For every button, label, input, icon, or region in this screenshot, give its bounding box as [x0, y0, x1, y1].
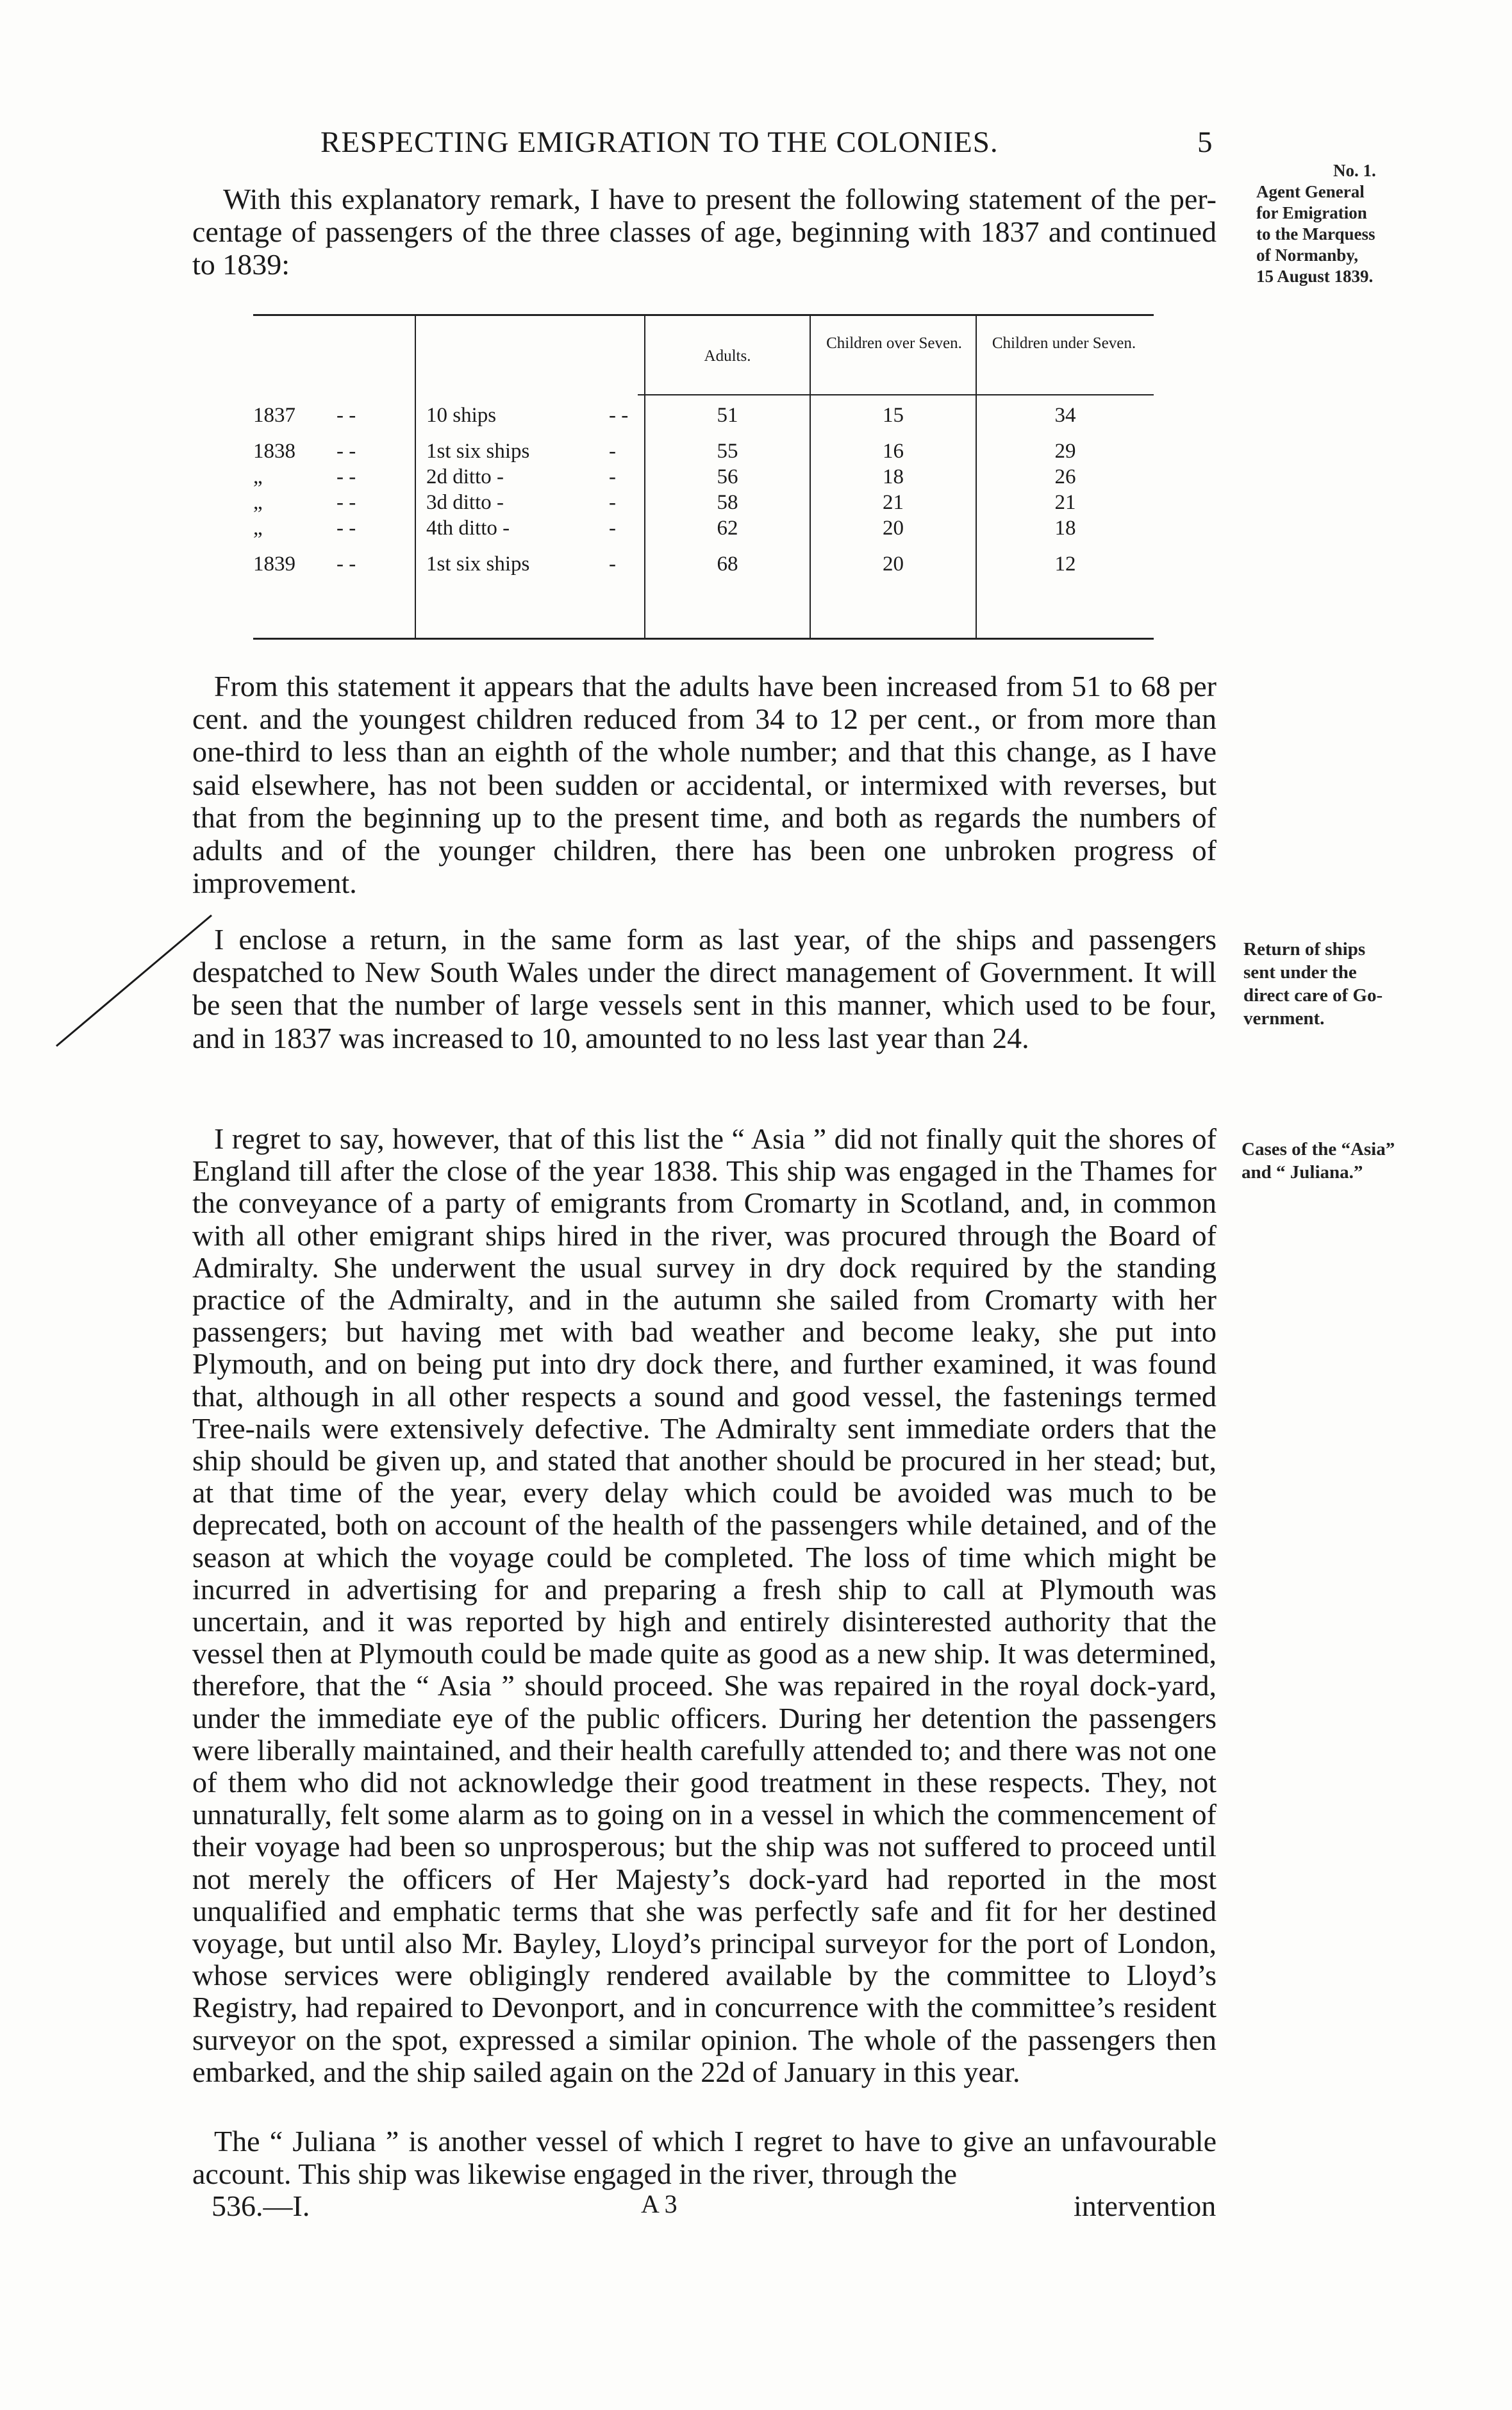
- paragraph-block-4: [192, 2125, 1217, 2190]
- sidenote-line: direct care of Go-: [1243, 985, 1383, 1006]
- footer-sheet-mark: A 3: [641, 2190, 677, 2218]
- table-cell-year: „: [253, 517, 263, 540]
- table-header-rule: [638, 394, 1154, 395]
- table-col-rule: [415, 315, 416, 638]
- table-cell-ships: 1st six ships: [426, 553, 530, 576]
- sidenote-doc-ref: [1256, 160, 1500, 287]
- paragraph-juliana-case: The “ Juliana ” is another vessel of which I regret to have to give an unfavourable account. This ship was likewise engaged in the river, through the: [192, 2125, 1217, 2191]
- table-cell-adults: 62: [717, 517, 738, 540]
- table-cell-dash2: -: [609, 440, 616, 463]
- page-number: 5: [1197, 126, 1213, 159]
- sidenote-asia-juliana: [1242, 1138, 1504, 1184]
- sidenote-return-ships: [1243, 938, 1500, 1030]
- table-cell-dash2: -: [609, 553, 616, 576]
- sidenote-line: of Normanby,: [1256, 245, 1359, 265]
- table-cell-over: 21: [883, 491, 904, 514]
- table-cell-year: 1838: [253, 440, 295, 463]
- table-top-rule: [253, 314, 1154, 316]
- header-children-over-seven: Children over Seven.: [826, 335, 962, 352]
- sidenote-line: to the Marquess: [1256, 224, 1375, 244]
- table-cell-dash: - -: [336, 553, 356, 576]
- table-cell-dash: - -: [336, 491, 356, 514]
- table-cell-dash2: -: [609, 517, 616, 540]
- paragraph-asia-case: I regret to say, however, that of this list the “ Asia ” did not finally quit the shores of England till after the close of the year 1838. This ship was engaged in the Thames for the conveyance of a party of emigrants from Cromarty in Scotland, and, in common with all other emigrant ships hired in the river, was procured through the Board of Admiralty. She underwent the usual survey in dry dock required by the standing practice of the Admiralty, and in the autumn she sailed from Cromarty with her passengers; but having met with bad weather and become leaky, she put into Plymouth, and on being put into dry dock there, and further examined, it was found that, although in all other respects a sound and good vessel, the fastenings termed Tree-nails were extensively defective. The Admiralty sent immediate orders that the ship should be given up, and stated that another should be procured in her stead; but, at that time of the year, every delay which could be avoided was much to be deprecated, both on account of the health of the passengers while detained, and of the season at which the voyage could be completed. The loss of time which might be incurred in advertising for and preparing a fresh ship to call at Plymouth was uncertain, and it was reported by high and entirely disinterested authority that the vessel then at Plymouth could be made quite as good as a new ship. It was determined, therefore, that the “ Asia ” should proceed. She was repaired in the royal dock-yard, under the immediate eye of the public officers. During her detention the passengers were liberally maintained, and their health carefully attended to; and there was not one of them who did not acknowledge their good treatment in these respects. They, not unnaturally, felt some alarm as to going on in a vessel in which the commencement of their voyage had been so unprosperous; but the ship was not suffered to proceed until not merely the officers of Her Majesty’s dock-yard had reported in the most unqualified and emphatic terms that she was perfectly safe and fit for her destined voyage, but until also Mr. Bayley, Lloyd’s principal surveyor for the port of London, whose services were obligingly rendered available by the committee to Lloyd’s Registry, had repaired to Devonport, and in concurrence with the committee’s resident surveyor on the spot, expressed a similar opinion. The whole of the passengers then embarked, and the ship sailed again on the 22d of January in this year.: [192, 1122, 1217, 2088]
- table-cell-dash2: -: [609, 465, 616, 488]
- table-cell-dash2: - -: [609, 404, 629, 427]
- table-cell-under: 21: [1054, 491, 1076, 514]
- table-bottom-rule: [253, 638, 1154, 640]
- sidenote-line: Agent General: [1256, 182, 1365, 201]
- passenger-percentage-table: [253, 301, 1154, 641]
- table-cell-year: 1839: [253, 553, 295, 576]
- table-cell-ships: 4th ditto -: [426, 517, 510, 540]
- table-cell-under: 18: [1054, 517, 1076, 540]
- table-cell-under: 26: [1054, 465, 1076, 488]
- sidenote-line: No. 1.: [1333, 161, 1376, 180]
- table-cell-under: 29: [1054, 440, 1076, 463]
- sidenote-line: for Emigration: [1256, 203, 1367, 222]
- table-cell-dash2: -: [609, 491, 616, 514]
- paragraph-block-2: [192, 923, 1217, 1054]
- header-children-under-seven: Children under Seven.: [992, 335, 1136, 352]
- table-cell-dash: - -: [336, 465, 356, 488]
- sidenote-line: 15 August 1839.: [1256, 267, 1374, 286]
- intro-block: [192, 183, 1217, 281]
- table-cell-dash: - -: [336, 517, 356, 540]
- sidenote-line: vernment.: [1243, 1008, 1325, 1029]
- sidenote-line: Cases of the “Asia”: [1242, 1139, 1395, 1159]
- paragraph-statement-result: From this statement it appears that the adults have been increased from 51 to 68 per cent. and the youngest children reduced from 34 to 12 per cent., or from more than one-third to less than an eighth of the whole number; and that this change, as I have said elsewhere, has not been sudden or accidental, or intermixed with reverses, but that from the beginning up to the present time, and both as regards the numbers of adults and of the younger children, there has been one unbroken progress of improvement.: [192, 670, 1217, 900]
- table-cell-over: 16: [883, 440, 904, 463]
- table-cell-dash: - -: [336, 404, 356, 427]
- table-cell-year: „: [253, 465, 263, 488]
- table-cell-adults: 58: [717, 491, 738, 514]
- table-cell-under: 34: [1054, 404, 1076, 427]
- table-cell-ships: 1st six ships: [426, 440, 530, 463]
- sidenote-line: Return of ships: [1243, 939, 1366, 960]
- table-cell-over: 20: [883, 553, 904, 576]
- table-cell-over: 20: [883, 517, 904, 540]
- table-cell-dash: - -: [336, 440, 356, 463]
- table-cell-over: 18: [883, 465, 904, 488]
- table-cell-adults: 56: [717, 465, 738, 488]
- table-cell-ships: 2d ditto -: [426, 465, 504, 488]
- footer-catchword: intervention: [1074, 2190, 1217, 2222]
- table-cell-year: „: [253, 491, 263, 514]
- table-cell-adults: 51: [717, 404, 738, 427]
- table-cell-under: 12: [1054, 553, 1076, 576]
- table-cell-ships: 10 ships: [426, 404, 497, 427]
- header-adults: Adults.: [704, 347, 751, 365]
- table-cell-year: 1837: [253, 404, 295, 427]
- running-head: RESPECTING EMIGRATION TO THE COLONIES.: [320, 126, 999, 159]
- paragraph-block-1: [192, 670, 1217, 899]
- table-cell-adults: 55: [717, 440, 738, 463]
- table-cell-adults: 68: [717, 553, 738, 576]
- sidenote-line: and “ Juliana.”: [1242, 1162, 1363, 1183]
- intro-paragraph: With this explanatory remark, I have to present the following statement of the per-centage of passengers of the three classes of age, beginning with 1837 and continued to 1839:: [192, 183, 1217, 281]
- sidenote-line: sent under the: [1243, 962, 1357, 983]
- paragraph-block-3: [192, 1123, 1217, 2088]
- paragraph-return-enclosed: I enclose a return, in the same form as last year, of the ships and passengers despatched to New South Wales under the direct management of Government. It will be seen that the number of large vessels sent in this manner, which used to be four, and in 1837 was increased to 10, amounted to no less last year than 24.: [192, 923, 1217, 1054]
- footer-signature: 536.—I.: [212, 2190, 310, 2222]
- table-cell-over: 15: [883, 404, 904, 427]
- table-cell-ships: 3d ditto -: [426, 491, 504, 514]
